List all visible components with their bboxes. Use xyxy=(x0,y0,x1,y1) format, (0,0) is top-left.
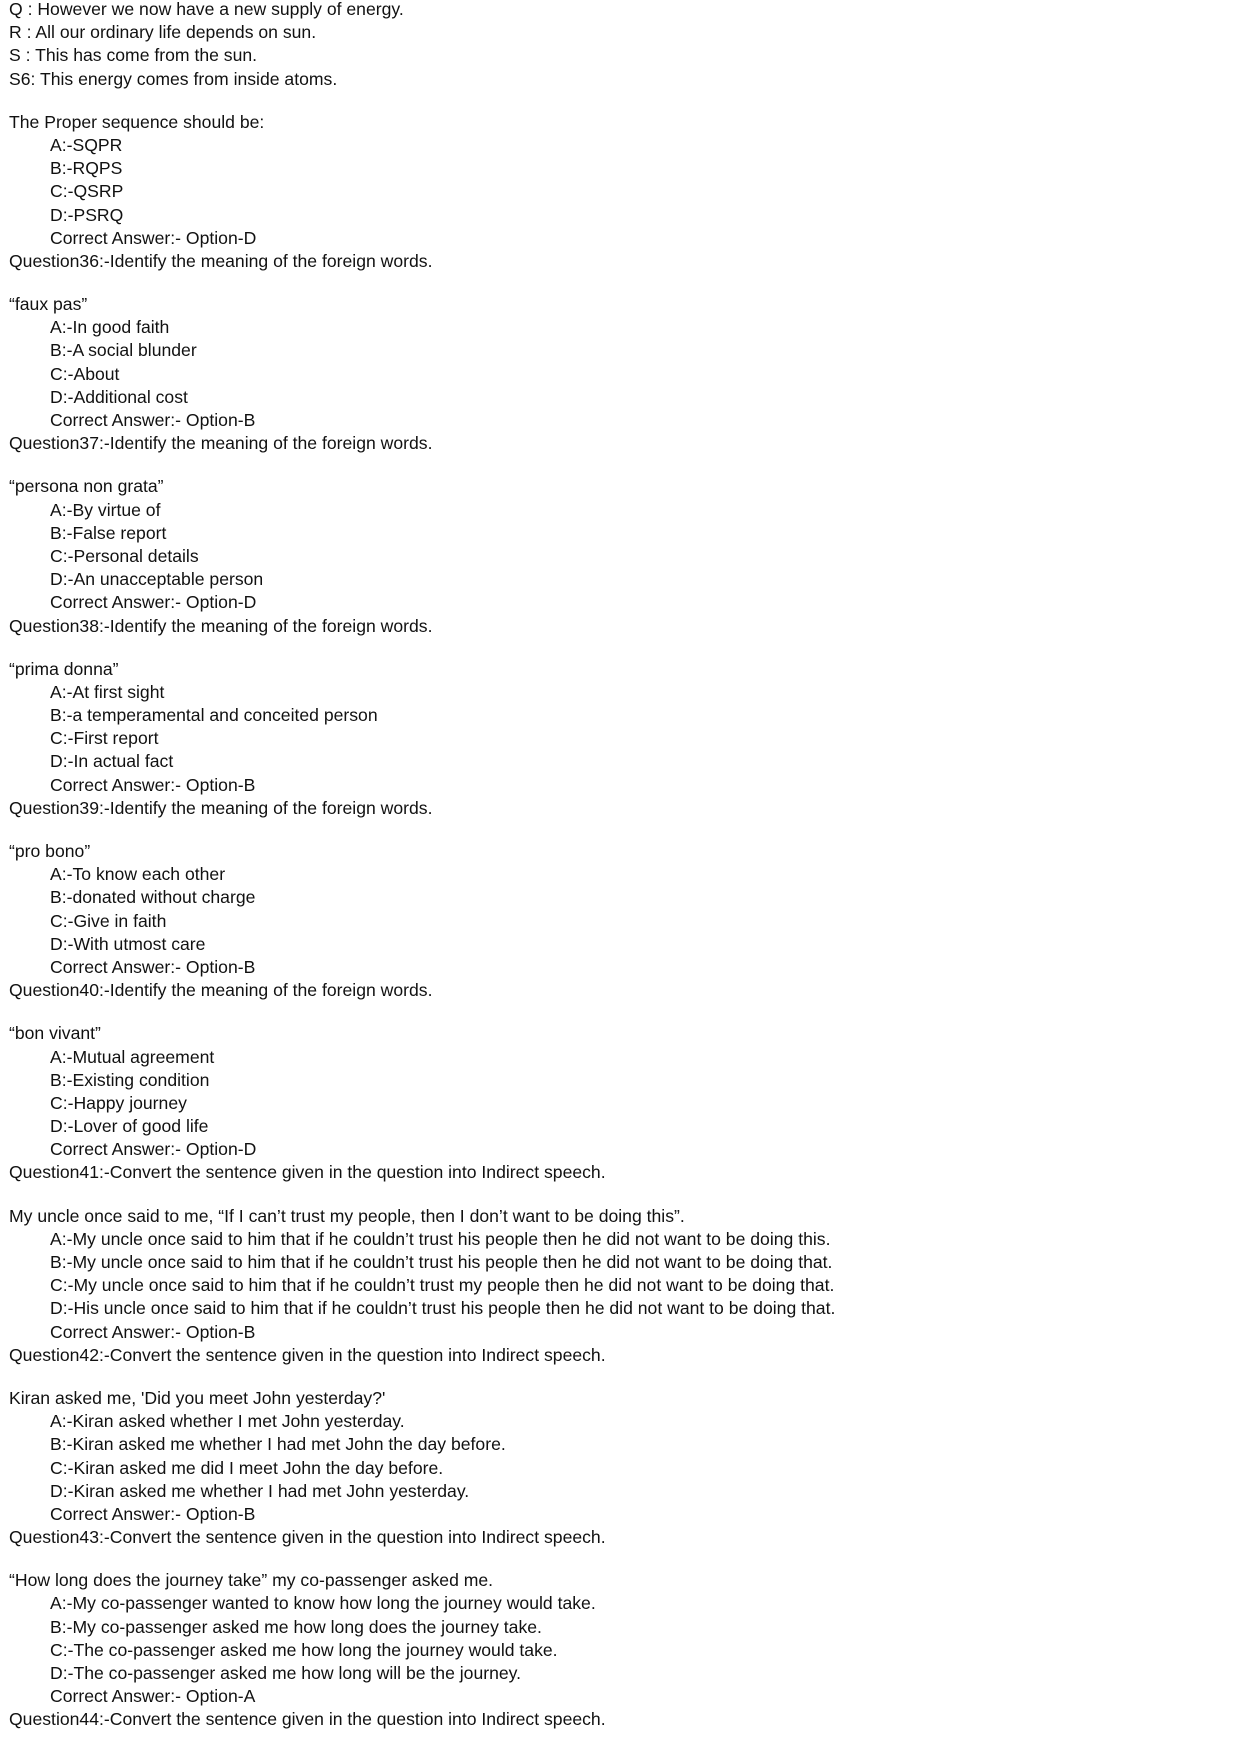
option-d: D:-Lover of good life xyxy=(50,1116,209,1137)
correct-answer: Correct Answer:- Option-B xyxy=(50,1503,256,1524)
option-a: A:-Kiran asked whether I met John yesterday. xyxy=(50,1411,405,1432)
question-39-block xyxy=(9,797,1229,979)
option-c: C:-The co-passenger asked me how long the journey would take. xyxy=(50,1639,558,1660)
option-c: C:-QSRP xyxy=(50,181,124,202)
correct-answer: Correct Answer:- Option-A xyxy=(50,1686,256,1707)
question-prompt: “bon vivant” xyxy=(9,1023,101,1044)
option-a: A:-SQPR xyxy=(50,134,123,155)
question-prompt: “prima donna” xyxy=(9,658,119,679)
correct-answer: Correct Answer:- Option-B xyxy=(50,956,256,977)
statement-s6: S6: This energy comes from inside atoms. xyxy=(9,68,338,89)
question-heading: Question36:-Identify the meaning of the foreign words. xyxy=(9,250,433,271)
question-44-block xyxy=(9,1708,1229,1731)
option-d: D:-Additional cost xyxy=(50,386,188,407)
correct-answer: Correct Answer:- Option-D xyxy=(50,227,257,248)
option-d: D:-With utmost care xyxy=(50,933,206,954)
option-d: D:-An unacceptable person xyxy=(50,569,264,590)
option-b: B:-Existing condition xyxy=(50,1069,210,1090)
correct-answer: Correct Answer:- Option-D xyxy=(50,1139,257,1160)
option-c: C:-Kiran asked me did I meet John the day before. xyxy=(50,1457,444,1478)
correct-answer: Correct Answer:- Option-B xyxy=(50,410,256,430)
question-38-block xyxy=(9,615,1229,797)
option-c: C:-My uncle once said to him that if he couldn’t trust my people then he did not want to be doing that. xyxy=(50,1275,835,1296)
option-d: D:-The co-passenger asked me how long will be the journey. xyxy=(50,1663,522,1683)
question-heading: Question43:-Convert the sentence given in the question into Indirect speech. xyxy=(9,1527,606,1548)
correct-answer: Correct Answer:- Option-B xyxy=(50,1321,256,1342)
document-page xyxy=(9,0,1229,1732)
question-heading: Question38:-Identify the meaning of the foreign words. xyxy=(9,615,433,636)
option-b: B:-My co-passenger asked me how long does the journey take. xyxy=(50,1616,542,1637)
option-c: C:-Happy journey xyxy=(50,1092,187,1113)
question-40-block xyxy=(9,979,1229,1161)
option-d: D:-PSRQ xyxy=(50,204,124,225)
question-prompt: My uncle once said to me, “If I can’t trust my people, then I don’t want to be doing this”. xyxy=(9,1205,685,1226)
option-b: B:-a temperamental and conceited person xyxy=(50,705,378,726)
option-b: B:-RQPS xyxy=(50,158,123,179)
option-a: A:-In good faith xyxy=(50,317,170,338)
question-37-block xyxy=(9,432,1229,614)
statement-r: R : All our ordinary life depends on sun. xyxy=(9,22,317,43)
option-b: B:-False report xyxy=(50,522,167,543)
question-prompt: The Proper sequence should be: xyxy=(9,111,265,132)
option-c: C:-Personal details xyxy=(50,545,199,566)
option-a: A:-My uncle once said to him that if he couldn’t trust his people then he did not want to be doing this. xyxy=(50,1228,831,1249)
option-d: D:-In actual fact xyxy=(50,751,174,772)
question-prompt: “faux pas” xyxy=(9,294,88,315)
question-42-block xyxy=(9,1344,1229,1526)
question-35-block xyxy=(9,0,1229,250)
statement-q: Q : However we now have a new supply of energy. xyxy=(9,0,404,19)
option-d: D:-Kiran asked me whether I had met John yesterday. xyxy=(50,1480,470,1501)
question-heading: Question39:-Identify the meaning of the foreign words. xyxy=(9,797,433,818)
statement-s: S : This has come from the sun. xyxy=(9,45,258,66)
option-b: B:-Kiran asked me whether I had met John the day before. xyxy=(50,1434,506,1455)
question-heading: Question37:-Identify the meaning of the foreign words. xyxy=(9,433,433,454)
question-heading: Question40:-Identify the meaning of the foreign words. xyxy=(9,980,433,1001)
question-36-block xyxy=(9,250,1229,432)
question-heading: Question42:-Convert the sentence given in the question into Indirect speech. xyxy=(9,1344,606,1365)
question-prompt: “pro bono” xyxy=(9,841,91,861)
question-prompt: “persona non grata” xyxy=(9,476,164,497)
correct-answer: Correct Answer:- Option-B xyxy=(50,774,256,795)
option-c: C:-About xyxy=(50,363,120,384)
option-d: D:-His uncle once said to him that if he couldn’t trust his people then he did not want to be doing that. xyxy=(50,1298,836,1319)
correct-answer: Correct Answer:- Option-D xyxy=(50,592,257,613)
question-prompt: Kiran asked me, 'Did you meet John yesterday?' xyxy=(9,1387,386,1408)
question-heading: Question44:-Convert the sentence given in the question into Indirect speech. xyxy=(9,1709,606,1730)
option-a: A:-My co-passenger wanted to know how long the journey would take. xyxy=(50,1593,596,1614)
option-c: C:-First report xyxy=(50,728,159,749)
question-43-block xyxy=(9,1526,1229,1708)
option-a: A:-By virtue of xyxy=(50,499,161,520)
option-c: C:-Give in faith xyxy=(50,910,167,931)
question-prompt: “How long does the journey take” my co-passenger asked me. xyxy=(9,1570,494,1591)
question-heading: Question41:-Convert the sentence given in the question into Indirect speech. xyxy=(9,1162,606,1183)
question-41-block xyxy=(9,1161,1229,1343)
option-a: A:-At first sight xyxy=(50,681,165,702)
option-b: B:-My uncle once said to him that if he couldn’t trust his people then he did not want to be doing that. xyxy=(50,1252,833,1272)
option-b: B:-donated without charge xyxy=(50,887,256,908)
option-a: A:-To know each other xyxy=(50,864,226,885)
option-a: A:-Mutual agreement xyxy=(50,1046,215,1067)
option-b: B:-A social blunder xyxy=(50,340,197,361)
